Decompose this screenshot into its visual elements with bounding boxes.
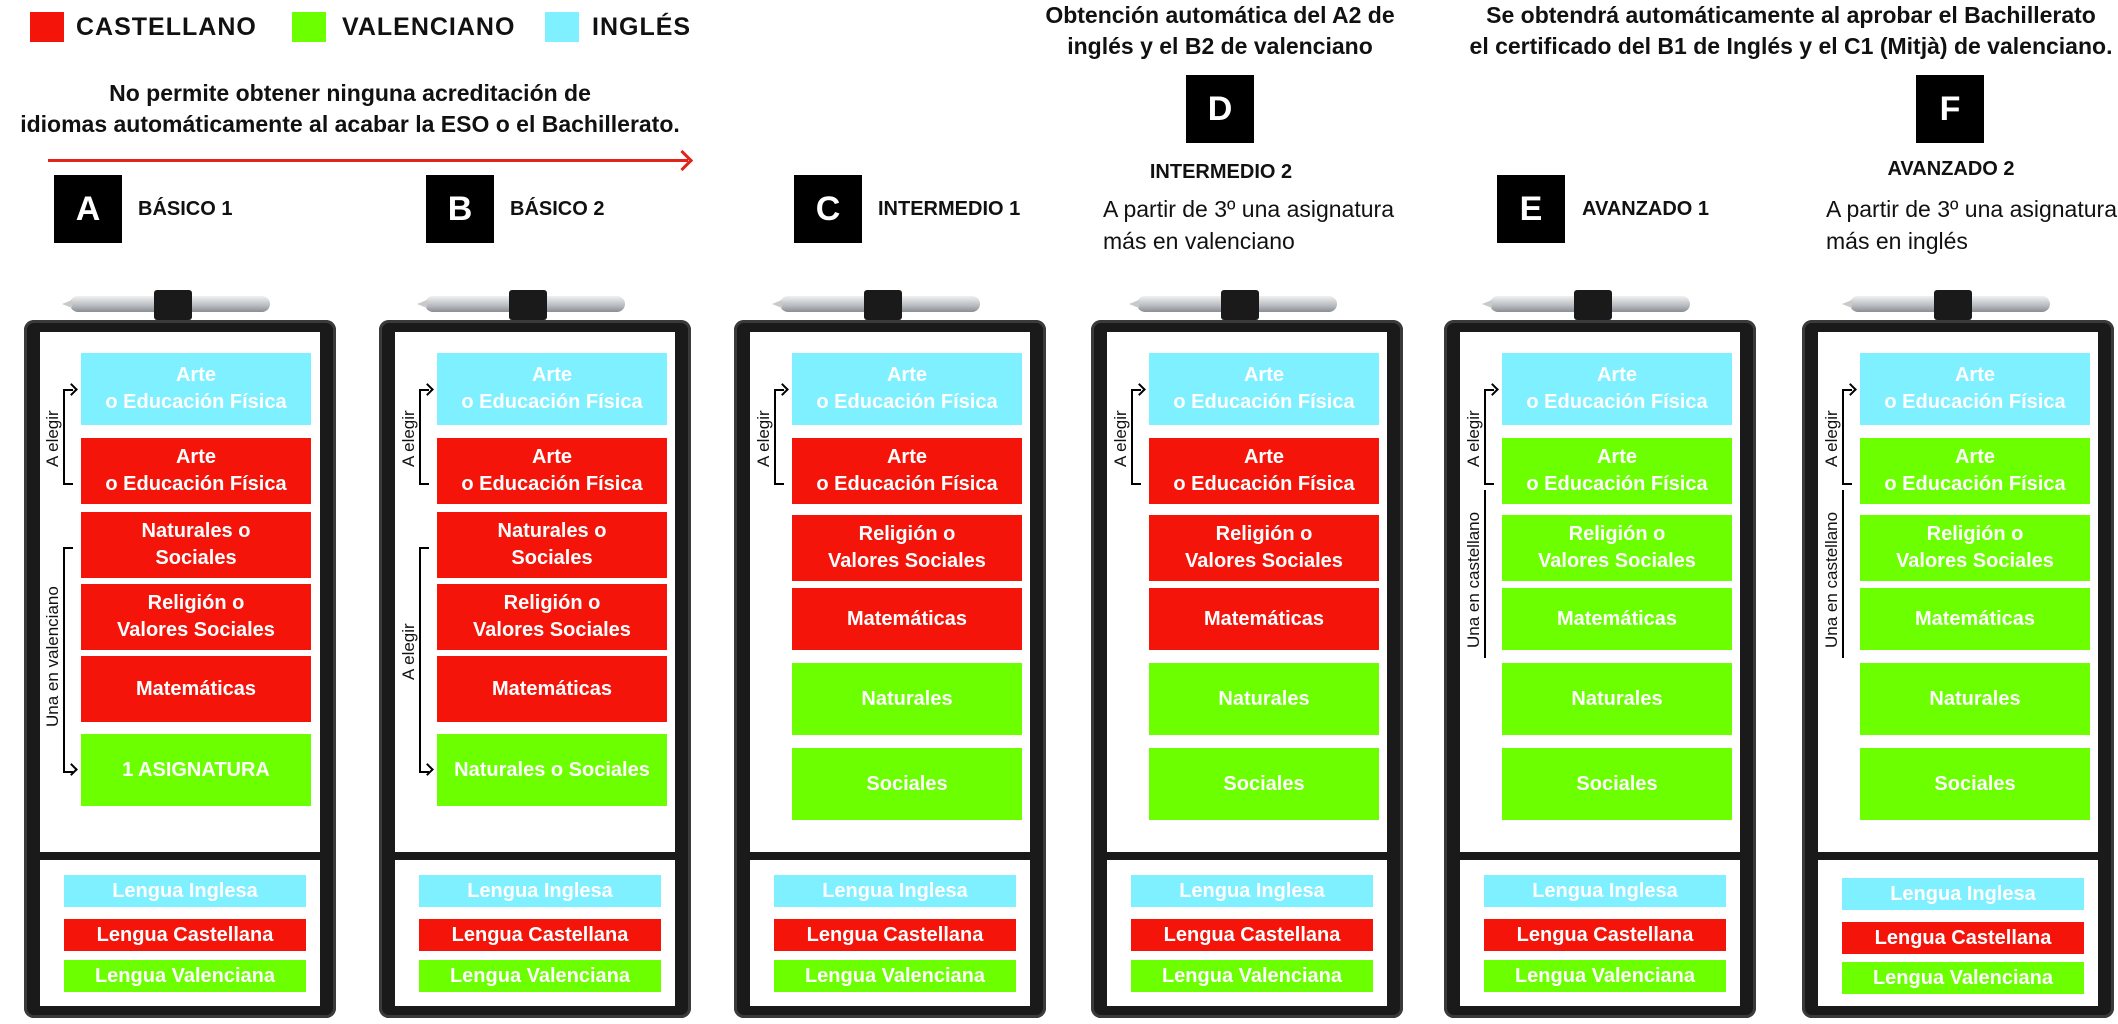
lengua-valenciana: Lengua Valenciana — [64, 960, 306, 992]
level-name-c: INTERMEDIO 1 — [878, 198, 1021, 220]
paper-a — [40, 332, 320, 1006]
subject-matematicas — [792, 588, 1022, 650]
clip-e — [1490, 290, 1690, 320]
bracket-label-a-elegir: A elegir — [1464, 410, 1483, 467]
level-letter-d: D — [1186, 75, 1254, 143]
subject-arte-ef-ingles — [792, 353, 1022, 425]
subject-line: Religión o — [1926, 523, 2024, 545]
subject-religion — [81, 584, 311, 650]
subject-line: Arte — [1243, 364, 1284, 386]
subject-naturales-o-sociales — [437, 734, 667, 806]
level-detail-d — [1103, 193, 1394, 257]
board-b — [379, 320, 691, 1018]
subject-line: Matemáticas — [135, 677, 257, 700]
subject-sociales — [1149, 748, 1379, 820]
lengua-castellana: Lengua Castellana — [64, 919, 306, 951]
lengua-castellana: Lengua Castellana — [1131, 919, 1373, 951]
subject-line: o Educación Física — [1884, 391, 2066, 413]
subject-sociales — [1502, 748, 1732, 820]
level-detail-f-line2: más en inglés — [1826, 228, 1968, 254]
subject-line: Valores Sociales — [1185, 550, 1343, 572]
bracket-a-elegir-top — [419, 389, 429, 485]
subject-religion — [792, 515, 1022, 581]
level-name-b: BÁSICO 2 — [510, 198, 605, 220]
clip-band — [509, 290, 547, 320]
subject-line: Arte — [1596, 364, 1637, 386]
subject-line: Naturales o — [497, 520, 607, 542]
subject-line: Matemáticas — [1203, 607, 1325, 630]
subject-line: Arte — [531, 446, 572, 468]
subject-matematicas — [81, 656, 311, 722]
level-letter-e: E — [1497, 175, 1565, 243]
level-letter-f: F — [1916, 75, 1984, 143]
subject-line: Valores Sociales — [1896, 550, 2054, 572]
subject-line: o Educación Física — [105, 391, 287, 413]
subject-arte-ef-ingles — [1502, 353, 1732, 425]
subject-line: Naturales o Sociales — [454, 758, 650, 781]
paper-e — [1460, 332, 1740, 1006]
bracket-a-elegir — [1131, 389, 1141, 485]
subject-line: Sociales — [1223, 772, 1305, 795]
subject-line: Valores Sociales — [117, 619, 275, 641]
subject-line: Arte — [1596, 446, 1637, 468]
lengua-inglesa: Lengua Inglesa — [1484, 875, 1726, 907]
subject-naturales — [1860, 663, 2090, 735]
subject-line: o Educación Física — [461, 473, 643, 495]
subject-line: Religión o — [858, 523, 956, 545]
d-header-line2: inglés y el B2 de valenciano — [1067, 33, 1373, 59]
subject-naturales-sociales — [81, 512, 311, 578]
subject-arte-ef-castellano — [792, 438, 1022, 504]
subject-line: Religión o — [503, 592, 601, 614]
subject-arte-ef-ingles — [1149, 353, 1379, 425]
board-f — [1802, 320, 2114, 1018]
subject-naturales-sociales — [437, 512, 667, 578]
d-header-note — [1020, 0, 1420, 62]
legend-label-ingles: INGLÉS — [592, 13, 692, 41]
subject-arte-ef-castellano — [437, 438, 667, 504]
paper-f — [1818, 332, 2098, 1006]
subject-arte-ef-valenciano — [1860, 438, 2090, 504]
subject-line: Naturales — [1929, 687, 2021, 710]
legend-swatch-ingles — [545, 12, 579, 42]
subject-arte-ef-valenciano — [1502, 438, 1732, 504]
lengua-inglesa: Lengua Inglesa — [1131, 875, 1373, 907]
no-accreditation-line1: No permite obtener ninguna acreditación de — [109, 80, 591, 106]
subject-line: Naturales — [1571, 687, 1663, 710]
lengua-valenciana: Lengua Valenciana — [1842, 962, 2084, 994]
level-name-d: INTERMEDIO 2 — [1149, 161, 1293, 183]
level-detail-d-line2: más en valenciano — [1103, 228, 1295, 254]
lengua-castellana: Lengua Castellana — [774, 919, 1016, 951]
clip-b — [425, 290, 625, 320]
clip-c — [780, 290, 980, 320]
clip-f — [1850, 290, 2050, 320]
board-d — [1091, 320, 1403, 1018]
subject-line: Arte — [1243, 446, 1284, 468]
clip-band — [1221, 290, 1259, 320]
subject-line: Sociales — [1934, 772, 2016, 795]
subject-line: Arte — [1954, 364, 1995, 386]
paper-c — [750, 332, 1030, 1006]
level-name-e: AVANZADO 1 — [1582, 198, 1710, 220]
legend-label-castellano: CASTELLANO — [76, 13, 257, 41]
subject-religion — [1860, 515, 2090, 581]
paper-divider — [1818, 852, 2098, 860]
bracket-label-una-en-valenciano: Una en valenciano — [43, 586, 62, 727]
lengua-valenciana: Lengua Valenciana — [1484, 960, 1726, 992]
subject-line: Sociales — [1576, 772, 1658, 795]
subject-naturales — [1149, 663, 1379, 735]
legend-swatch-valenciano — [292, 12, 326, 42]
clip-band — [1934, 290, 1972, 320]
subject-line: Arte — [1954, 446, 1995, 468]
subject-line: Religión o — [1568, 523, 1666, 545]
clip-band — [1574, 290, 1612, 320]
bracket-a-elegir — [774, 389, 784, 485]
subject-line: Matemáticas — [1914, 607, 2036, 630]
lengua-castellana: Lengua Castellana — [1842, 922, 2084, 954]
subject-religion — [1149, 515, 1379, 581]
subject-line: Sociales — [866, 772, 948, 795]
clip-band — [864, 290, 902, 320]
bracket-una-en-valenciano — [63, 547, 73, 773]
paper-divider — [1460, 852, 1740, 860]
clip-band — [154, 290, 192, 320]
bracket-una-en-castellano — [1484, 490, 1494, 658]
level-name-a: BÁSICO 1 — [138, 198, 233, 220]
level-detail-f — [1826, 193, 2117, 257]
subject-line: Valores Sociales — [828, 550, 986, 572]
subject-naturales — [792, 663, 1022, 735]
subject-line: o Educación Física — [461, 391, 643, 413]
legend-swatch-castellano — [30, 12, 64, 42]
legend-label-valenciano: VALENCIANO — [342, 13, 516, 41]
subject-religion — [1502, 515, 1732, 581]
subject-line: Religión o — [1215, 523, 1313, 545]
paper-divider — [1107, 852, 1387, 860]
subject-line: o Educación Física — [1526, 473, 1708, 495]
lengua-valenciana: Lengua Valenciana — [1131, 960, 1373, 992]
subject-1-asignatura — [81, 734, 311, 806]
paper-d — [1107, 332, 1387, 1006]
subject-arte-ef-ingles — [1860, 353, 2090, 425]
subject-line: Matemáticas — [846, 607, 968, 630]
clip-d — [1137, 290, 1337, 320]
bracket-una-en-castellano — [1842, 490, 1852, 658]
subject-arte-ef-ingles — [437, 353, 667, 425]
subject-matematicas — [1502, 588, 1732, 650]
lengua-inglesa: Lengua Inglesa — [419, 875, 661, 907]
clip-a — [70, 290, 270, 320]
bracket-label-una-en-castellano: Una en castellano — [1464, 511, 1483, 648]
subject-sociales — [792, 748, 1022, 820]
subject-arte-ef-castellano — [81, 438, 311, 504]
lengua-inglesa: Lengua Inglesa — [1842, 878, 2084, 910]
lengua-valenciana: Lengua Valenciana — [774, 960, 1016, 992]
board-e — [1444, 320, 1756, 1018]
bracket-label-una-en-castellano: Una en castellano — [1822, 511, 1841, 648]
bracket-a-elegir — [63, 389, 73, 485]
f-header-note — [1466, 0, 2116, 62]
bracket-label-a-elegir: A elegir — [1822, 410, 1841, 467]
board-a — [24, 320, 336, 1018]
lengua-castellana: Lengua Castellana — [1484, 919, 1726, 951]
bracket-a-elegir — [1484, 389, 1494, 485]
level-letter-a: A — [54, 175, 122, 243]
subject-line: Valores Sociales — [1538, 550, 1696, 572]
subject-line: Matemáticas — [1556, 607, 1678, 630]
subject-line: o Educación Física — [1173, 391, 1355, 413]
board-c — [734, 320, 1046, 1018]
paper-divider — [395, 852, 675, 860]
level-letter-c: C — [794, 175, 862, 243]
lengua-inglesa: Lengua Inglesa — [64, 875, 306, 907]
subject-line: Arte — [886, 446, 927, 468]
f-header-line1: Se obtendrá automáticamente al aprobar el Bachillerato — [1486, 2, 2096, 28]
subject-matematicas — [437, 656, 667, 722]
subject-sociales — [1860, 748, 2090, 820]
lengua-castellana: Lengua Castellana — [419, 919, 661, 951]
subject-line: Naturales o — [141, 520, 251, 542]
subject-line: Arte — [531, 364, 572, 386]
subject-line: Sociales — [511, 547, 593, 569]
subject-line: o Educación Física — [1526, 391, 1708, 413]
subject-arte-ef-ingles — [81, 353, 311, 425]
lengua-valenciana: Lengua Valenciana — [419, 960, 661, 992]
level-name-f: AVANZADO 2 — [1887, 158, 2015, 180]
bracket-label-a-elegir: A elegir — [1111, 410, 1130, 467]
subject-line: Arte — [175, 364, 216, 386]
bracket-label-a-elegir-bottom: A elegir — [399, 623, 418, 680]
no-accreditation-line2: idiomas automáticamente al acabar la ESO o el Bachillerato. — [20, 111, 680, 137]
level-detail-f-line1: A partir de 3º una asignatura — [1826, 196, 2117, 222]
subject-line: 1 ASIGNATURA — [122, 758, 270, 781]
bracket-a-elegir-bottom — [419, 547, 429, 773]
paper-divider — [40, 852, 320, 860]
subject-arte-ef-castellano — [1149, 438, 1379, 504]
no-accreditation-note — [0, 78, 700, 140]
bracket-a-elegir — [1842, 389, 1852, 485]
lengua-inglesa: Lengua Inglesa — [774, 875, 1016, 907]
subject-religion — [437, 584, 667, 650]
subject-line: Matemáticas — [491, 677, 613, 700]
subject-line: Arte — [175, 446, 216, 468]
level-letter-b: B — [426, 175, 494, 243]
subject-line: Sociales — [155, 547, 237, 569]
subject-line: Religión o — [147, 592, 245, 614]
subject-line: o Educación Física — [816, 473, 998, 495]
paper-b — [395, 332, 675, 1006]
subject-line: Naturales — [861, 687, 953, 710]
bracket-label-a-elegir: A elegir — [754, 410, 773, 467]
subject-line: o Educación Física — [105, 473, 287, 495]
subject-line: Arte — [886, 364, 927, 386]
subject-line: o Educación Física — [1884, 473, 2066, 495]
red-arrow — [48, 159, 688, 162]
bracket-label-a-elegir-top: A elegir — [399, 410, 418, 467]
subject-naturales — [1502, 663, 1732, 735]
bracket-label-a-elegir: A elegir — [43, 410, 62, 467]
subject-line: Valores Sociales — [473, 619, 631, 641]
subject-line: o Educación Física — [816, 391, 998, 413]
f-header-line2: el certificado del B1 de Inglés y el C1 (Mitjà) de valenciano. — [1469, 33, 2113, 59]
d-header-line1: Obtención automática del A2 de — [1045, 2, 1395, 28]
subject-matematicas — [1149, 588, 1379, 650]
paper-divider — [750, 852, 1030, 860]
subject-matematicas — [1860, 588, 2090, 650]
subject-line: o Educación Física — [1173, 473, 1355, 495]
subject-line: Naturales — [1218, 687, 1310, 710]
level-detail-d-line1: A partir de 3º una asignatura — [1103, 196, 1394, 222]
